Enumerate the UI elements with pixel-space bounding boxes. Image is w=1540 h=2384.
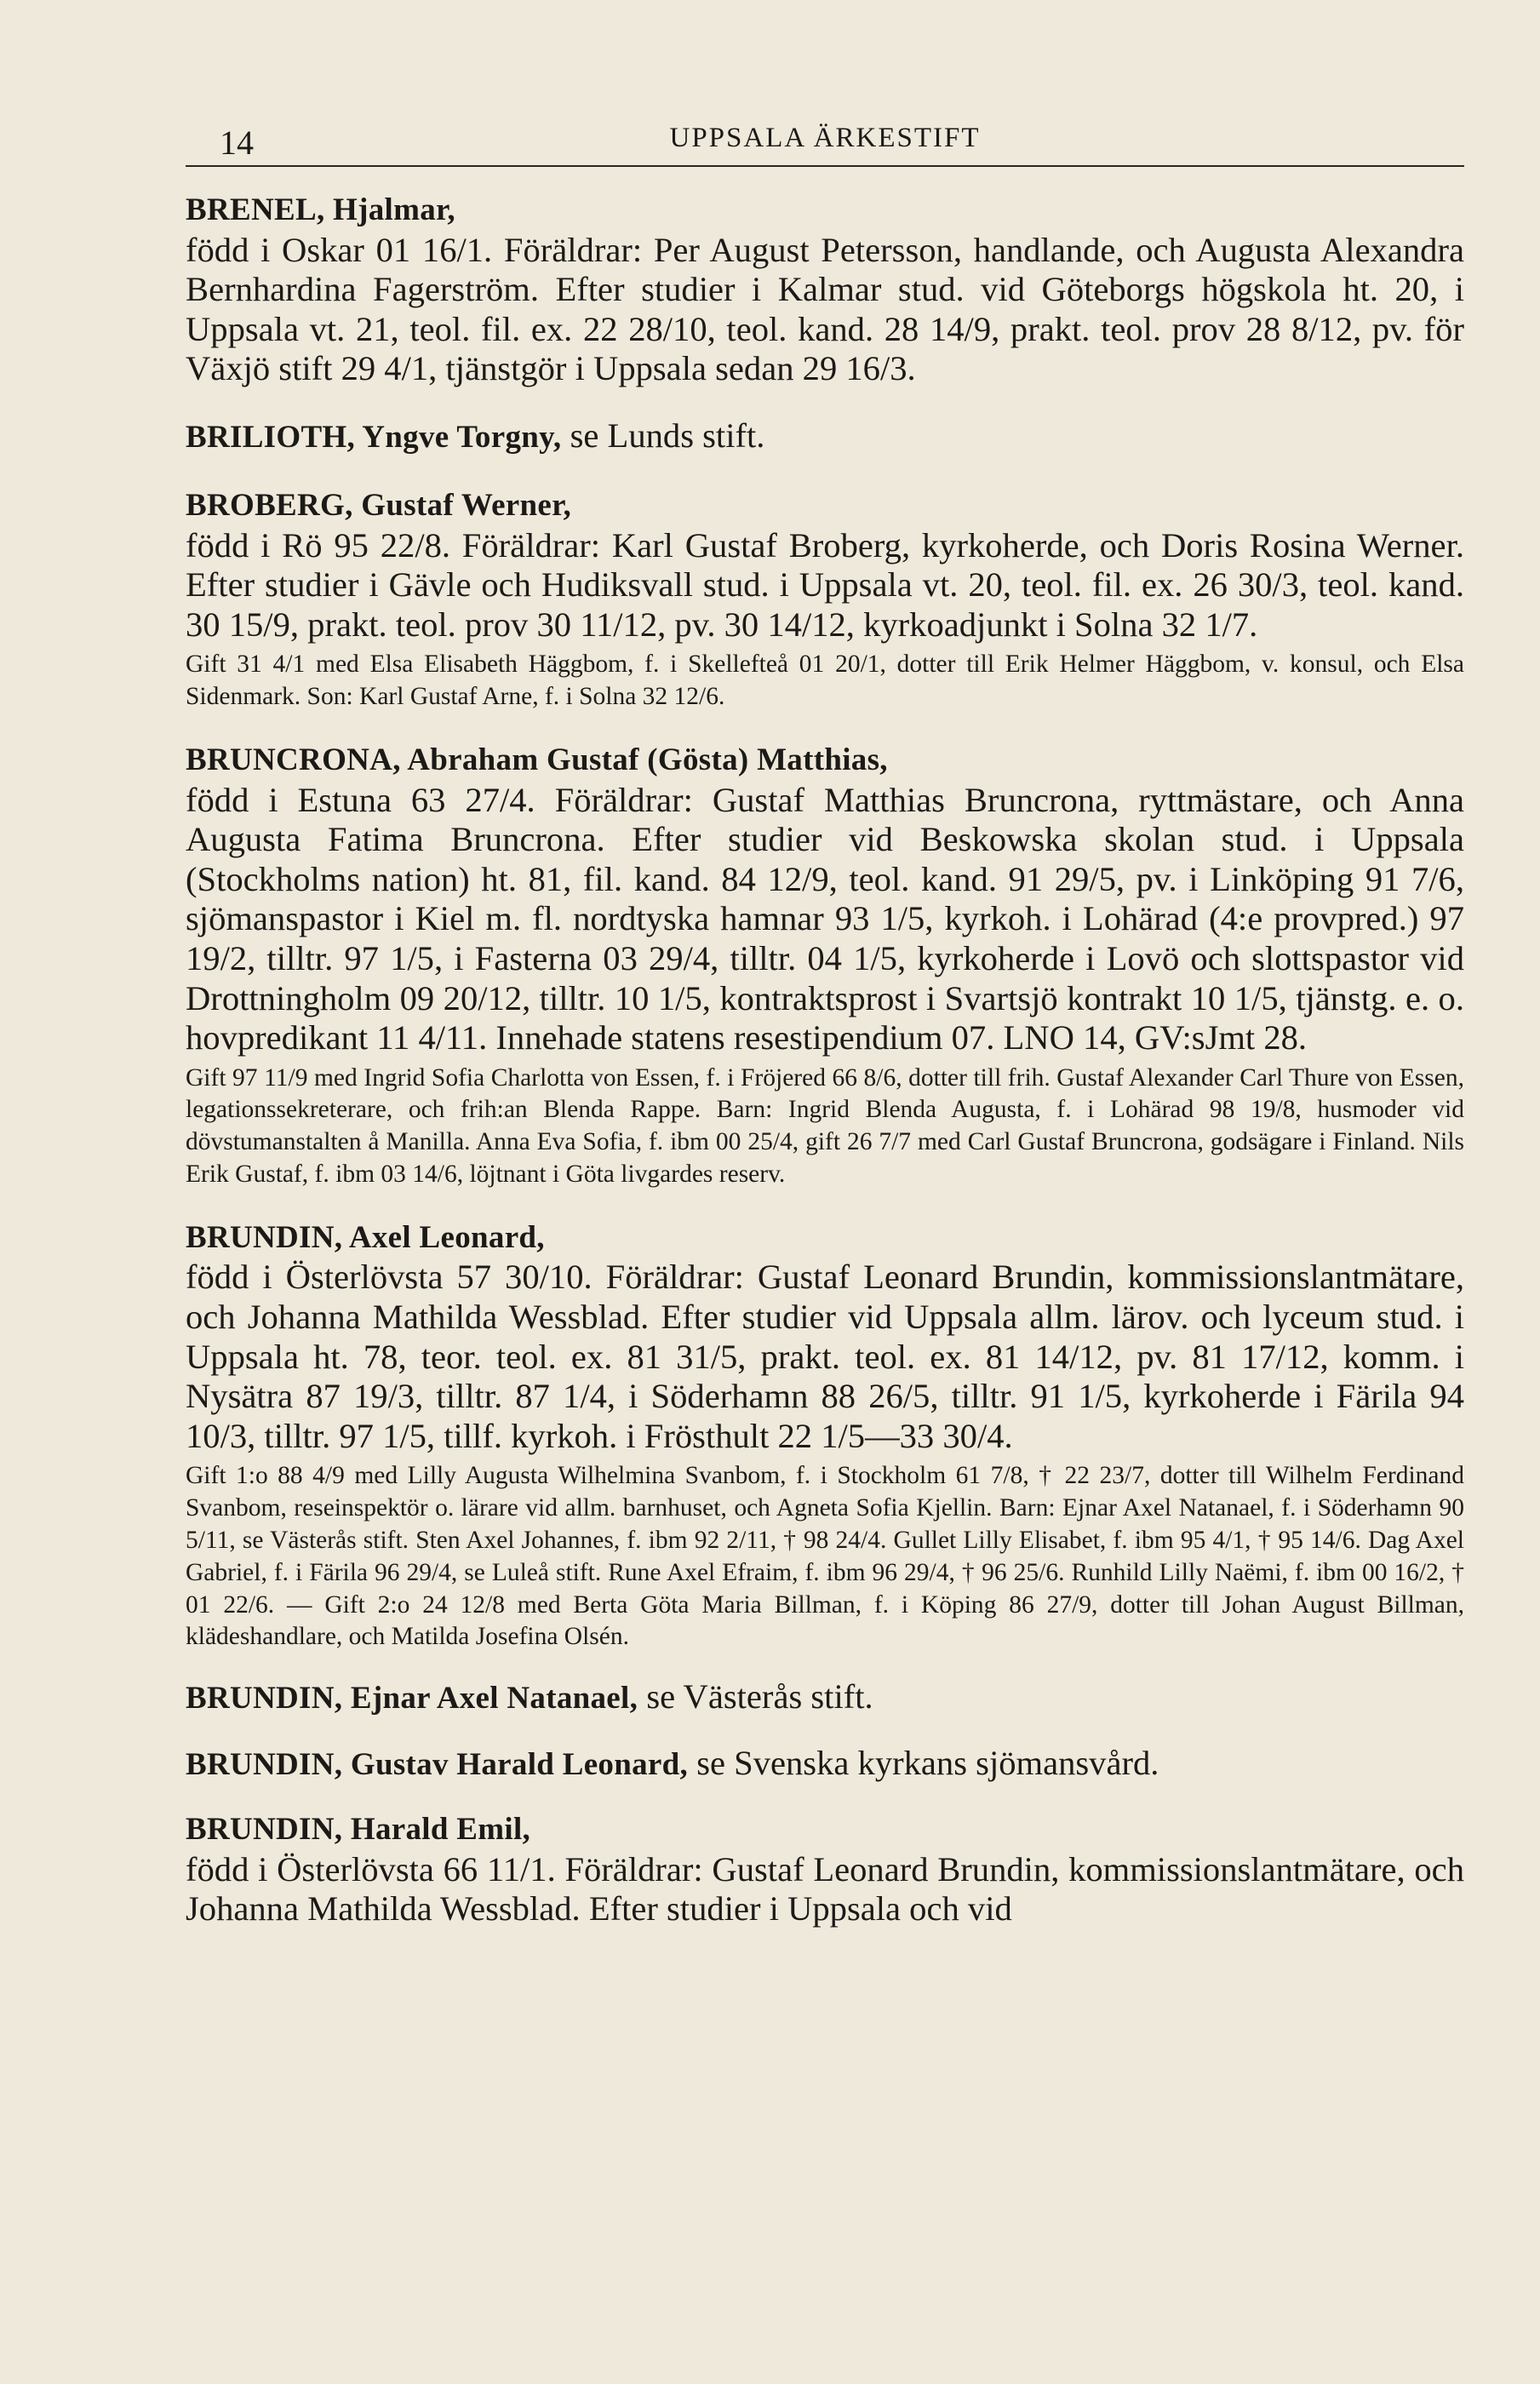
entry-brundin-gustav — [186, 1742, 1464, 1786]
page-header — [186, 111, 1464, 167]
entry-name: BRILIOTH, Yngve Torgny, — [186, 419, 562, 455]
running-head: UPPSALA ÄRKESTIFT — [669, 123, 981, 153]
entry-brundin-harald — [186, 1808, 1464, 1929]
entry-body — [186, 189, 1464, 389]
entry-text: född i Österlövsta 57 30/10. Föräldrar: Gustaf Leonard Brundin, kommissionslantmätare, och Johanna Mathilda Wessblad. Efter studier vid Uppsala allm. lärov. och lyceum stud. i Uppsala ht. 78, teor. teol. ex. 81 31/5, prakt. teol. ex. 81 14/12, pv. 81 17/12, komm. i Nysätra 87 19/3, tilltr. 87 1/4, i Söderhamn 88 26/5, tilltr. 91 1/5, kyrkoherde i Färila 94 10/3, tilltr. 97 1/5, tillf. kyrkoh. i Frösthult 22 1/5—33 30/4. — [186, 1258, 1464, 1455]
page-number: 14 — [220, 123, 254, 162]
entry-body — [186, 739, 1464, 1058]
entry-body — [186, 1676, 1464, 1720]
entry-name: BRUNDIN, Axel Leonard, — [186, 1219, 545, 1255]
entry-text: född i Estuna 63 27/4. Föräldrar: Gustaf Matthias Bruncrona, ryttmästare, och Anna Augusta Fatima Bruncrona. Efter studier vid Beskowska skolan stud. i Uppsala (Stockholms nation) ht. 81, fil. kand. 84 12/9, teol. kand. 91 29/5, pv. i Linköping 91 7/6, sjömanspastor i Kiel m. fl. nordtyska hamnar 93 1/5, kyrkoh. i Lohärad (4:e provpred.) 97 19/2, tilltr. 97 1/5, i Fasterna 03 29/4, tilltr. 04 1/5, kyrkoherde i Lovö och slottspastor vid Drottningholm 09 20/12, tilltr. 10 1/5, kontraktsprost i Svartsjö kontrakt 10 1/5, tjänstg. e. o. hovpredikant 11 4/11. Innehade statens resestipendium 07. LNO 14, GV:sJmt 28. — [186, 780, 1464, 1057]
entry-text: se Svenska kyrkans sjömansvård. — [696, 1744, 1159, 1783]
entry-body — [186, 1217, 1464, 1457]
entry-text: född i Rö 95 22/8. Föräldrar: Karl Gustaf Broberg, kyrkoherde, och Doris Rosina Werner. Efter studier i Gävle och Hudiksvall stud. i Uppsala vt. 20, teol. fil. ex. 26 30/3, teol. kand. 30 15/9, prakt. teol. prov 30 11/12, pv. 30 14/12, kyrkoadjunkt i Solna 32 1/7. — [186, 525, 1464, 644]
entry-brundin-axel — [186, 1217, 1464, 1653]
entry-text: se Lunds stift. — [570, 415, 765, 455]
entry-name: BRUNDIN, Harald Emil, — [186, 1812, 531, 1848]
entry-brundin-ejnar — [186, 1676, 1464, 1720]
entry-name: BRENEL, Hjalmar, — [186, 192, 455, 227]
entry-brilioth — [186, 415, 1464, 459]
entry-name: BRUNCRONA, Abraham Gustaf (Gösta) Matthias, — [186, 742, 888, 777]
entries — [186, 189, 1464, 1929]
entry-note: Gift 97 11/9 med Ingrid Sofia Charlotta von Essen, f. i Fröjered 66 8/6, dotter till frih. Gustaf Alexander Carl Thure von Essen, legationssekreterare, och frih:an Blenda Rappe. Barn: Ingrid Blenda Augusta, f. i Lohärad 98 19/8, husmoder vid dövstumanstalten å Manilla. Anna Eva Sofia, f. ibm 00 25/4, gift 26 7/7 med Carl Gustaf Bruncrona, godsägare i Finland. Nils Erik Gustaf, f. ibm 03 14/6, löjtnant i Göta livgardes reserv. — [186, 1063, 1464, 1189]
entry-body — [186, 415, 1464, 459]
entry-bruncrona — [186, 739, 1464, 1191]
entry-name: BRUNDIN, Ejnar Axel Natanael, — [186, 1681, 638, 1716]
entry-text: född i Oskar 01 16/1. Föräldrar: Per August Petersson, handlande, och Augusta Alexandra Bernhardina Fagerström. Efter studier i Kalmar stud. vid Göteborgs högskola ht. 20, i Uppsala vt. 21, teol. fil. ex. 22 28/10, teol. kand. 28 14/9, prakt. teol. prov 28 8/12, pv. för Växjö stift 29 4/1, tjänstgör i Uppsala sedan 29 16/3. — [186, 230, 1464, 388]
entry-name: BRUNDIN, Gustav Harald Leonard, — [186, 1747, 689, 1783]
entry-note: Gift 1:o 88 4/9 med Lilly Augusta Wilhelmina Svanbom, f. i Stockholm 61 7/8, † 22 23/7, dotter till Wilhelm Ferdinand Svanbom, reseinspektör o. lärare vid allm. barnhuset, och Agneta Sofia Kjellin. Barn: Ejnar Axel Natanael, f. i Söderhamn 90 5/11, se Västerås stift. Sten Axel Johannes, f. ibm 92 2/11, † 98 24/4. Gullet Lilly Elisabet, f. ibm 95 4/1, † 95 14/6. Dag Axel Gabriel, f. i Färila 96 29/4, se Luleå stift. Rune Axel Efraim, f. ibm 96 29/4, † 96 25/6. Runhild Lilly Naëmi, f. ibm 00 16/2, † 01 22/6. — Gift 2:o 24 12/8 med Berta Göta Maria Billman, f. i Köping 86 27/9, dotter till Johan August Billman, klädeshandlare, och Matilda Josefina Olsén. — [186, 1462, 1464, 1651]
entry-body — [186, 1808, 1464, 1929]
entry-brenel — [186, 189, 1464, 389]
entry-text: se Västerås stift. — [646, 1677, 873, 1716]
entry-body — [186, 484, 1464, 645]
entry-name: BROBERG, Gustaf Werner, — [186, 487, 571, 523]
entry-broberg — [186, 484, 1464, 713]
entry-body — [186, 1742, 1464, 1786]
entry-text: född i Österlövsta 66 11/1. Föräldrar: Gustaf Leonard Brundin, kommissionslantmätare, och Johanna Mathilda Wessblad. Efter studier i Uppsala och vid — [186, 1849, 1464, 1928]
entry-note: Gift 31 4/1 med Elsa Elisabeth Häggbom, f. i Skellefteå 01 20/1, dotter till Erik Helmer Häggbom, v. konsul, och Elsa Sidenmark. Son: Karl Gustaf Arne, f. i Solna 32 12/6. — [186, 650, 1464, 711]
